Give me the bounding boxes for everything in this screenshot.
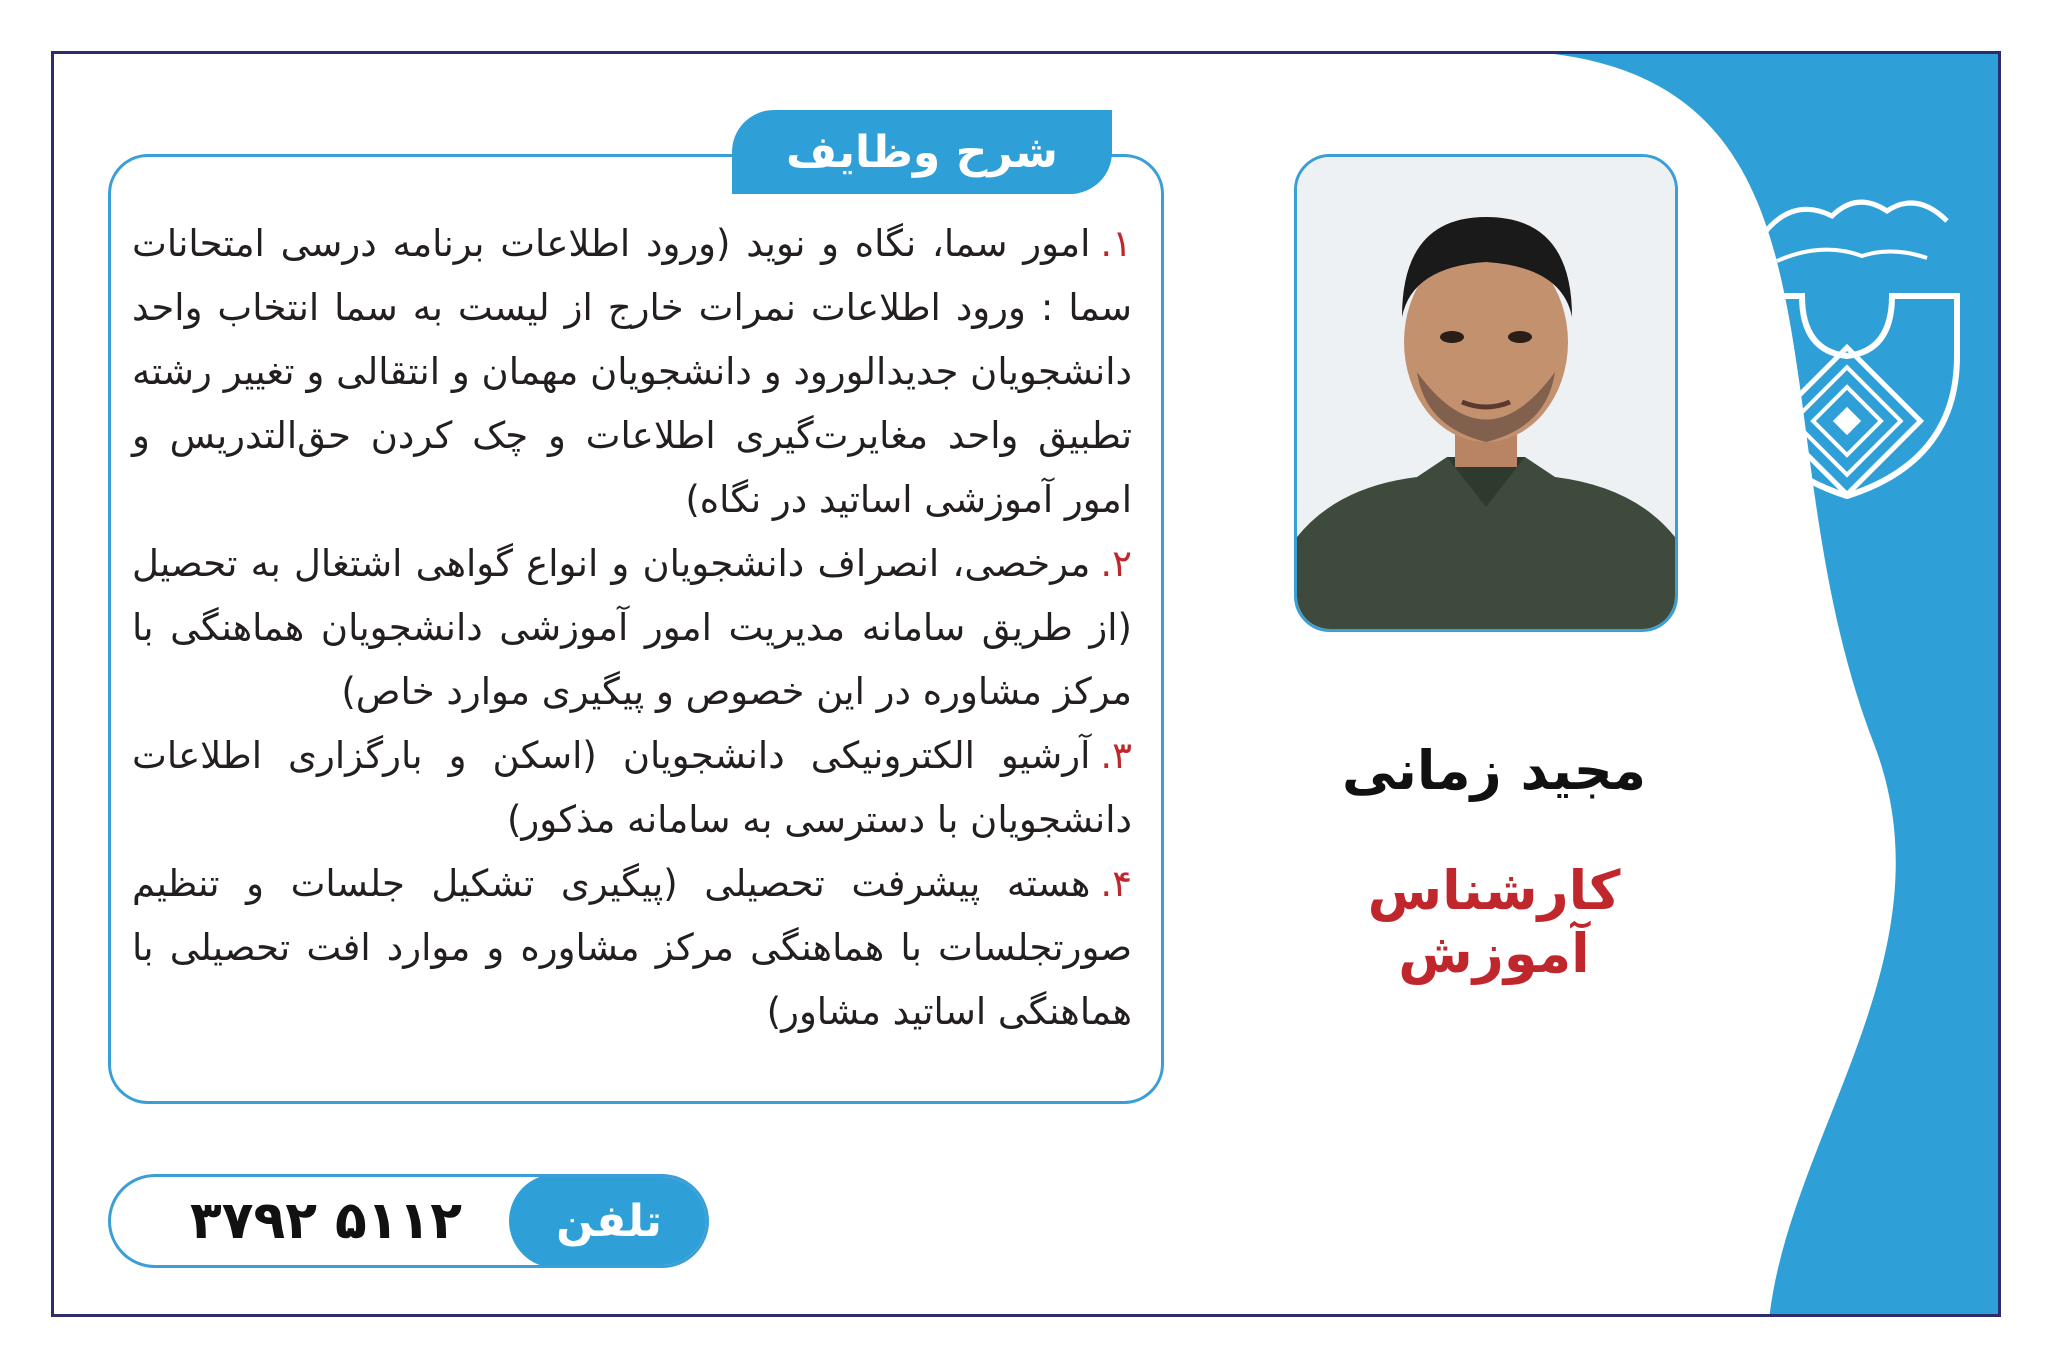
duty-number: ۲. (1100, 542, 1132, 585)
person-name: مجید زمانی (1341, 739, 1647, 802)
person-photo-icon (1297, 157, 1675, 629)
duty-number: ۳. (1100, 734, 1132, 777)
duty-number: ۴. (1100, 862, 1132, 905)
phone-bar (108, 1174, 709, 1268)
person-photo (1294, 154, 1678, 632)
duty-item (132, 212, 1132, 532)
card-frame (51, 51, 2001, 1317)
duty-item (132, 532, 1132, 724)
duty-text: مرخصی، انصراف دانشجویان و انواع گواهی اشتغال به تحصیل (از طریق سامانه مدیریت امور آموزشی دانشجویان هماهنگی با مرکز مشاوره در این خصوص و پیگیری موارد خاص) (132, 542, 1132, 713)
duty-text: هسته پیشرفت تحصیلی (پیگیری تشکیل جلسات و تنظیم صورتجلسات با هماهنگی مرکز مشاوره و موارد افت تحصیلی با هماهنگی اساتید مشاور) (132, 862, 1132, 1033)
person-role: کارشناس آموزش (1367, 859, 1621, 985)
duty-number: ۱. (1100, 222, 1132, 265)
duties-title: شرح وظایف (732, 110, 1112, 194)
duty-text: امور سما، نگاه و نوید (ورود اطلاعات برنامه درسی امتحانات سما : ورود اطلاعات نمرات خارج از لیست به سما انتخاب واحد دانشجویان جدیدالورود و دانشجویان مهمان و انتقالی و تغییر رشته تطبیق واحد مغایرت‌گیری اطلاعات و چک کردن حق‌التدریس و امور آموزشی اساتید در نگاه) (132, 222, 1132, 521)
duties-list (132, 212, 1132, 1044)
university-shield-logo-icon (1722, 176, 1972, 506)
phone-label: تلفن (509, 1174, 709, 1268)
duty-item (132, 724, 1132, 852)
duty-text: آرشیو الکترونیکی دانشجویان (اسکن و بارگزاری اطلاعات دانشجویان با دسترسی به سامانه مذکور) (132, 734, 1132, 841)
phone-number: ۳۷۹۲ ۵۱۱۲ (189, 1191, 462, 1251)
duty-item (132, 852, 1132, 1044)
